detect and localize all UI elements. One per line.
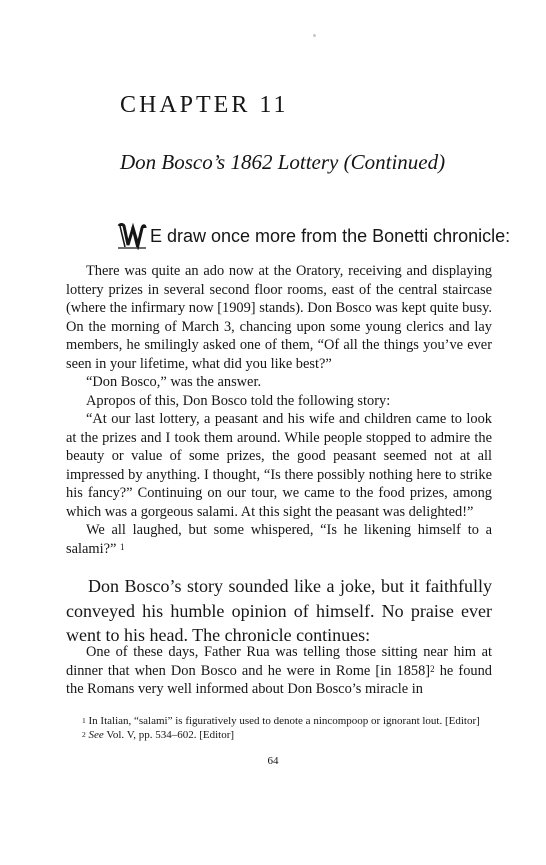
footnote-text: In Italian, “salami” is figuratively used to denote a nincompoop or ignorant lout. [Editor] (88, 715, 480, 727)
chronicle-continuation (66, 643, 492, 699)
opening-line: E draw once more from the Bonetti chronicle: (150, 226, 511, 246)
chronicle-paragraph: “Don Bosco,” was the answer. (86, 374, 262, 390)
footnote-ref: 2 (430, 663, 435, 674)
chronicle-paragraph: There was quite an ado now at the Oratory, receiving and displaying lottery prizes in several second floor rooms, east of the central staircase (where the infirmary now [1909] stands). Don Bosco was kept quite busy. On the morning of March 3, chancing upon some young clerics and lay members, he smilingly asked one of them, “Of all the things you’ve ever seen in your lifetime, what did you like best?” (66, 263, 492, 372)
footnote-number: 1 (82, 716, 86, 725)
dropcap-w-ornament (117, 222, 147, 250)
footnote-number: 2 (82, 730, 86, 739)
chapter-title: Don Bosco’s 1862 Lottery (Continued) (120, 150, 446, 174)
footnote-ref: 1 (119, 541, 125, 552)
footnote (66, 728, 492, 742)
footnote-see: See (88, 729, 104, 741)
chronicle-excerpt (66, 262, 492, 558)
continuation-text: he found the Romans very well informed about Don Bosco’s miracle in (66, 662, 492, 697)
chapter-number: CHAPTER 11 (120, 92, 289, 118)
chronicle-paragraph: Apropos of this, Don Bosco told the following story: (86, 392, 391, 409)
continuation-text: One of these days, Father Rua was telling those sitting near him at dinner that when Don Bosco and he were in Rome [in 1858] (66, 644, 492, 679)
chronicle-paragraph (66, 521, 492, 558)
chronicle-paragraph-text: We all laughed, but some whispered, “Is he likening himself to a salami?” (66, 522, 492, 557)
continuation-paragraph (66, 643, 492, 699)
footnote (66, 714, 492, 728)
footnote-text: Vol. V, pp. 534–602. [Editor] (106, 729, 235, 741)
footnotes (66, 714, 492, 742)
narrative-block (66, 574, 492, 648)
scan-speck (313, 34, 316, 37)
page-number: 64 (267, 755, 279, 767)
narrative-paragraph: Don Bosco’s story sounded like a joke, but it faithfully conveyed his humble opinion of himself. No praise ever went to his head. The chronicle continues: (66, 576, 492, 645)
chronicle-paragraph: “At our last lottery, a peasant and his wife and children came to look at the prizes and I took them around. While people stopped to admire the beauty or value of some prizes, the good peasant seemed not at all impressed by anything. I thought, “Is there possibly nothing here to strike his fancy?” Continuing on our tour, we came to the food prizes, among which was a gorgeous salami. At this sight the peasant was delighted!” (66, 411, 492, 520)
